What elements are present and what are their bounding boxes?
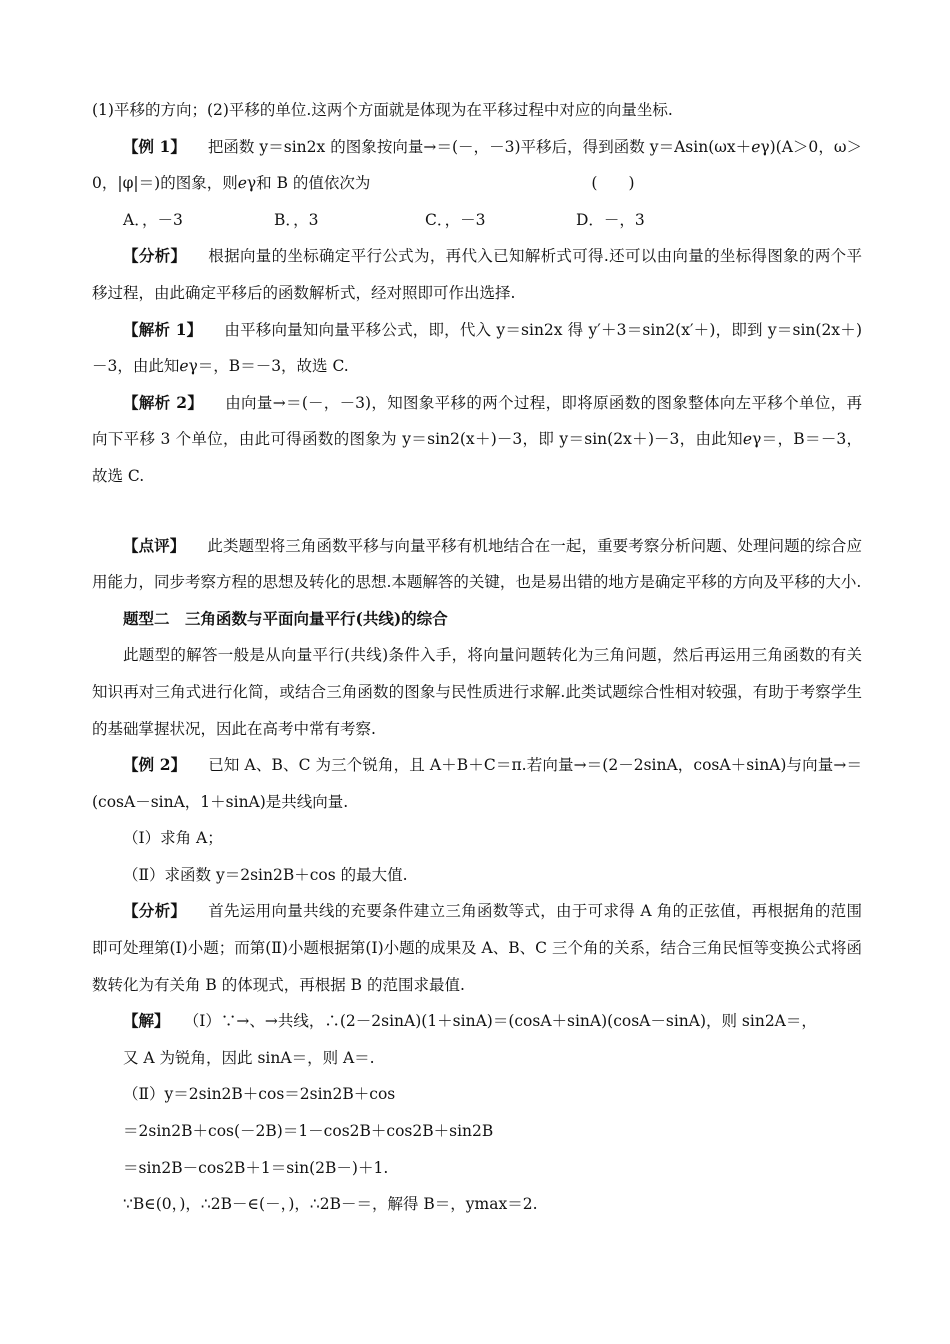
example2-paragraph <box>92 747 862 820</box>
solution1-text: 由平移向量知向量平移公式，即，代入 y＝sin2x 得 y′＋3＝sin2(x′＋)，即到 y＝sin(2x＋)－3，由此知ℯγ＝，B＝－3，故选 C. <box>92 320 862 376</box>
option-b: B．，3 <box>274 210 319 229</box>
answer-bracket: ( ) <box>591 174 635 193</box>
example2-part1: （Ⅰ）求角 A； <box>123 829 223 848</box>
solution-ex2-line4: ＝2sin2B＋cos(－2B)＝1－cos2B＋cos2B＋sin2B <box>123 1122 494 1141</box>
comment-text: 此类题型将三角函数平移与向量平移有机地结合在一起，重要考察分析问题、处理问题的综合应用能力，同步考察方程的思想及转化的思想.本题解答的关键，也是易出错的地方是确定平移的方向及平移的大小. <box>92 536 862 592</box>
solution-ex2-line6: ∵B∈(0，)，∴2B－∈(－，)，∴2B－＝，解得 B＝，ymax＝2. <box>123 1195 538 1214</box>
solution-ex2-line2: 又 A 为锐角，因此 sinA＝，则 A＝. <box>123 1048 375 1067</box>
analysis2-label: 【分析】 <box>123 901 187 921</box>
solution-ex2-line1-text: （Ⅰ）∵→、→共线，∴(2－2sinA)(1＋sinA)＝(cosA＋sinA)(cosA－sinA)，则 sin2A＝， <box>191 1012 817 1031</box>
solution2-text: 由向量→＝(－，－3)，知图象平移的两个过程，即将原函数的图象整体向左平移个单位，再向下平移 3 个单位，由此可得函数的图象为 y＝sin2(x＋)－3，即 y＝sin(2x＋)－3，由此知ℯγ＝，B＝－3，故选 C. <box>92 393 862 485</box>
example2-text: 已知 A、B、C 为三个锐角，且 A＋B＋C＝π.若向量→＝(2－2sinA，cosA＋sinA)与向量→＝(cosA－sinA，1＋sinA)是共线向量. <box>92 756 862 811</box>
analysis1-text: 根据向量的坐标确定平行公式为，再代入已知解析式可得.还可以由向量的坐标得图象的两个平移过程，由此确定平移后的函数解析式，经对照即可作出选择. <box>92 247 862 302</box>
intro-line: (1)平移的方向；(2)平移的单位.这两个方面就是体现为在平移过程中对应的向量坐标. <box>92 101 673 119</box>
analysis1-label: 【分析】 <box>123 246 187 266</box>
document-page <box>92 92 862 1223</box>
example1-paragraph <box>92 129 862 202</box>
example1-text: 把函数 y＝sin2x 的图象按向量→＝(－，－3)平移后，得到函数 y＝Asin(ωx＋ℯγ)(A＞0，ω＞0，|φ|＝)的图象，则ℯγ和 B 的值依次为 <box>92 137 862 193</box>
option-c: C．，－3 <box>425 210 486 229</box>
analysis2-paragraph <box>92 893 862 1003</box>
solution-ex2-line5: ＝sin2B－cos2B＋1＝sin(2B－)＋1. <box>123 1158 389 1177</box>
example2-part2: （Ⅱ）求函数 y＝2sin2B＋cos 的最大值. <box>123 865 408 884</box>
solution-ex2-label: 【解】 <box>123 1011 170 1031</box>
solution2-paragraph <box>92 385 862 495</box>
example2-label: 【例 2】 <box>123 755 187 775</box>
example1-label: 【例 1】 <box>123 136 186 156</box>
analysis2-text: 首先运用向量共线的充要条件建立三角函数等式，由于可求得 A 角的正弦值，再根据角的范围即可处理第(Ⅰ)小题；而第(Ⅱ)小题根据第(Ⅰ)小题的成果及 A、B、C 三个角的关系，结合三角民恒等变换公式将函数转化为有关角 B 的体现式，再根据 B 的范围求最值. <box>92 902 862 994</box>
solution-ex2-line3: （Ⅱ）y＝2sin2B＋cos＝2sin2B＋cos <box>123 1085 396 1104</box>
analysis1-paragraph <box>92 238 862 311</box>
example1-options <box>92 202 862 239</box>
solution1-label: 【解析 1】 <box>123 319 203 339</box>
solution1-paragraph <box>92 312 862 385</box>
option-d: D．－，3 <box>576 210 645 229</box>
comment-paragraph <box>92 528 862 601</box>
type2-intro: 此题型的解答一般是从向量平行(共线)条件入手，将向量问题转化为三角问题，然后再运用三角函数的有关知识再对三角式进行化简，或结合三角函数的图象与民性质进行求解.此类试题综合性相对较强，有助于考察学生的基础掌握状况，因此在高考中常有考察. <box>92 646 862 738</box>
solution-ex2-line1 <box>92 1003 862 1040</box>
comment-label: 【点评】 <box>123 535 186 555</box>
type2-heading: 题型二 三角函数与平面向量平行(共线)的综合 <box>123 608 448 628</box>
solution2-label: 【解析 2】 <box>123 392 204 412</box>
option-a: A．，－3 <box>123 210 183 229</box>
blank-gap <box>92 495 862 528</box>
